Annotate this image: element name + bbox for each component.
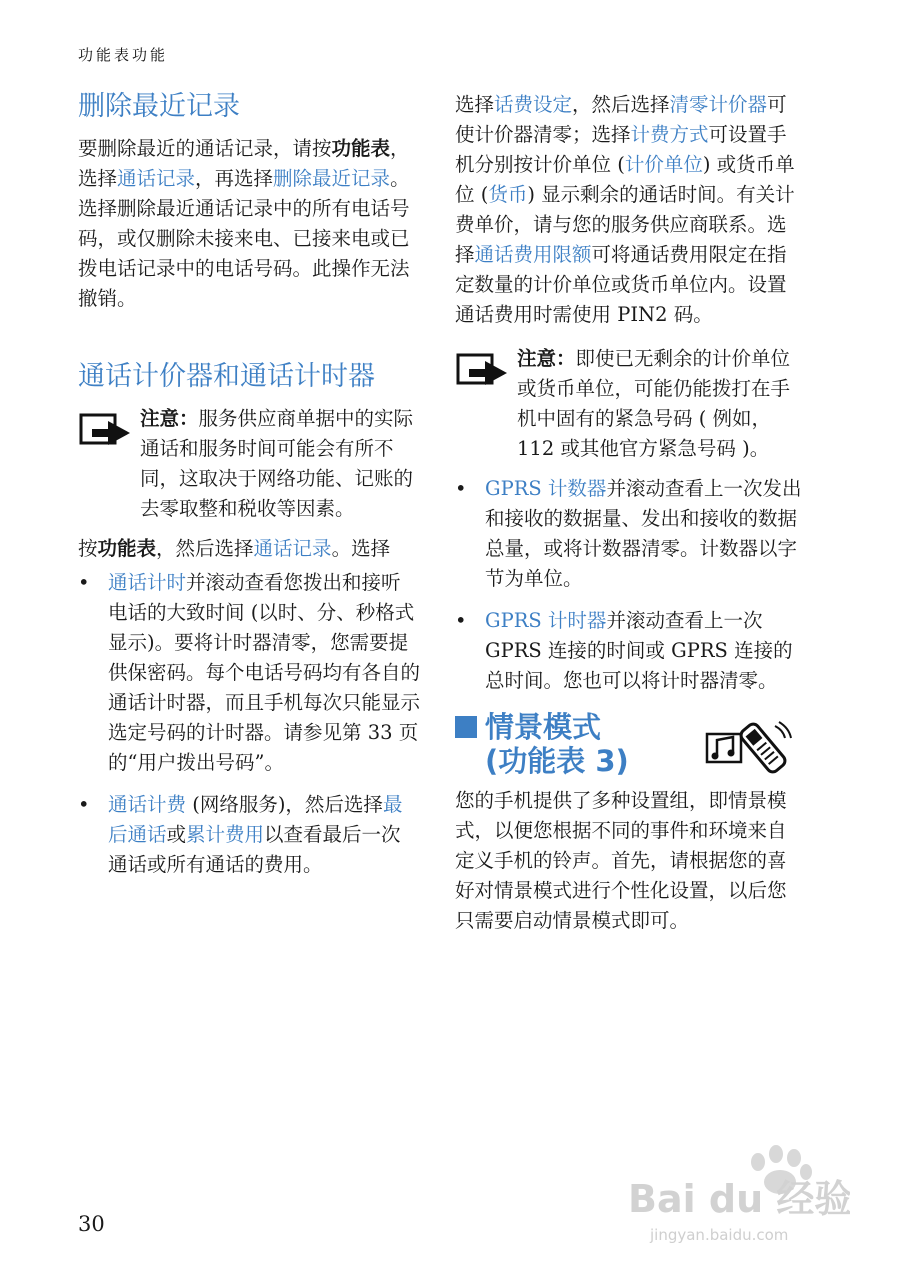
text-run: 按 [78, 536, 98, 560]
call-log-intro [78, 534, 420, 564]
profiles-text: 您的手机提供了多种设置组，即情景模式，以便您根据不同的事件和环境来自定义手机的铃声。首先，请根据您的喜好对情景模式进行个性化设置，以后您只需要启动情景模式即可。 [455, 789, 787, 932]
menu-term: 货币 [488, 183, 528, 206]
bold-term: 功能表 [331, 136, 391, 160]
bold-term: 功能表 [97, 536, 157, 560]
bold-term: 注意： [140, 406, 199, 430]
text-run: 并滚动查看您拨出和接听电话的大致时间 (以时、分、秒格式显示)。要将计时器清零，您需要提供保密码。每个电话号码均有各自的通话计时器，而且手机每次只能显示选定号码的计时器。请参见第 33 页的“用户拨出号码”。 [108, 570, 421, 774]
bullet-list-right [455, 474, 803, 696]
text-run: ，然后选择 [156, 536, 254, 560]
bullet-list-left [78, 568, 420, 880]
menu-term: 累计费用 [186, 822, 265, 846]
bullet-item [455, 474, 803, 594]
text-run: 并滚动查看上一次发出和接收的数据量、发出和接收的数据总量，或将计数器清零。计数器以字节为单位。 [485, 477, 802, 590]
menu-term: 话费设定 [494, 93, 573, 116]
menu-term: 通话计时 [108, 570, 187, 594]
watermark-brand: Bai du 经验 [628, 1177, 850, 1221]
text-run: 可设置手机分别按计价单位 ( [455, 123, 787, 176]
watermark-url: jingyan.baidu.com [650, 1226, 789, 1244]
left-column [78, 80, 420, 892]
profiles-music-phone-icon [705, 720, 797, 782]
menu-term: GPRS 计时器 [485, 609, 607, 632]
right-column [455, 80, 803, 936]
section-title-profiles: 情景模式 (功能表 3) [455, 710, 629, 778]
bullet-dot-icon: • [78, 570, 90, 594]
text-run: 选择 [455, 93, 495, 116]
menu-term: 通话计费 [108, 792, 187, 816]
page-number: 30 [78, 1212, 105, 1236]
note-arrow-icon [455, 344, 517, 392]
section-title-call-counters: 通话计价器和通话计时器 [78, 360, 375, 392]
text-run: 可使计价器清零；选择 [455, 93, 787, 146]
bold-term: 注意： [517, 347, 576, 370]
text-run: 或 [166, 822, 187, 846]
text-run: ，再选择 [195, 166, 274, 190]
text-run: ) 或货币单位 ( [455, 153, 795, 206]
charge-settings-text [455, 90, 803, 330]
text-run: 。选择删除最近通话记录中的所有电话号码，或仅删除未接来电、已接来电或已拨电话记录中的电话号码。此操作无法撤销。 [78, 166, 410, 310]
text-run: 。选择 [331, 536, 391, 560]
text-run: ) 显示剩余的通话时间。有关计费单价，请与您的服务供应商联系。选择 [455, 183, 795, 266]
text-run: 服务供应商单据中的实际通话和服务时间可能会有所不同，这取决于网络功能、记账的去零取整和税收等因素。 [140, 406, 414, 520]
baidu-watermark [620, 1140, 850, 1250]
text-run: 要删除最近的通话记录，请按 [78, 136, 332, 160]
text-run: 可将通话费用限定在指定数量的计价单位或货币单位内。设置通话费用时需使用 PIN2 码。 [455, 243, 787, 326]
text-run: ，选择 [78, 136, 410, 190]
text-run: ，然后选择 [572, 93, 670, 116]
bullet-dot-icon: • [455, 477, 467, 500]
menu-term: 最后通话 [108, 792, 403, 846]
note-block-2 [455, 344, 803, 464]
menu-term: 通话记录 [253, 536, 332, 560]
note-text [140, 404, 420, 524]
menu-term: 计费方式 [630, 123, 709, 146]
text-run: 即使已无剩余的计价单位或货币单位，可能仍能拨打在手机中固有的紧急号码 ( 例如，112 或其他官方紧急号码 )。 [517, 347, 791, 460]
bullet-dot-icon: • [455, 609, 467, 632]
bullet-item [78, 790, 420, 880]
note-block [78, 404, 420, 524]
menu-term: 清零计价器 [669, 93, 768, 116]
blue-square-icon [455, 716, 477, 738]
text-run: (网络服务)，然后选择 [186, 792, 383, 816]
menu-term: 计价单位 [624, 153, 703, 176]
bullet-item [455, 606, 803, 696]
text-run: 并滚动查看上一次 GPRS 连接的时间或 GPRS 连接的总时间。您也可以将计时器清零。 [485, 609, 793, 692]
menu-term: 删除最近记录 [273, 166, 391, 190]
section-title-delete-recent: 删除最近记录 [78, 91, 240, 122]
profiles-heading [455, 710, 803, 782]
note-text [517, 344, 803, 464]
menu-term: 通话记录 [117, 166, 196, 190]
bullet-item [78, 568, 420, 778]
text-run: 以查看最后一次通话或所有通话的费用。 [108, 822, 401, 876]
menu-term: 通话费用限额 [474, 243, 592, 266]
delete-recent-text [78, 134, 420, 314]
menu-term: GPRS 计数器 [485, 477, 607, 500]
bullet-dot-icon: • [78, 792, 90, 816]
running-head: 功能表功能 [78, 46, 169, 64]
note-arrow-icon [78, 404, 140, 452]
